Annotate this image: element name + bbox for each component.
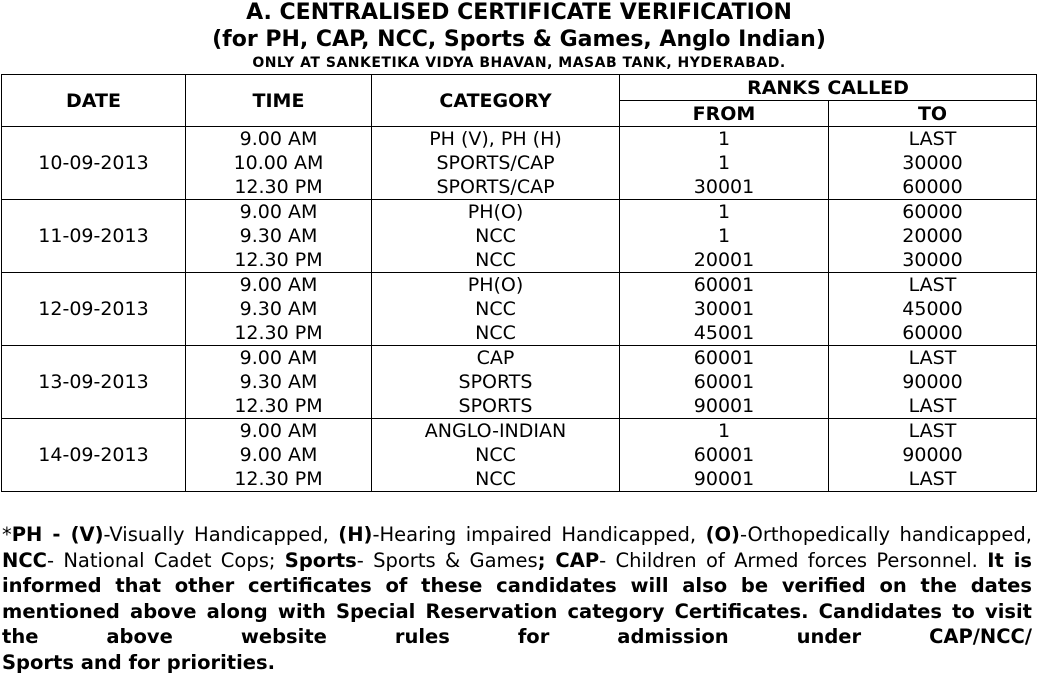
from-cell: 1 xyxy=(620,127,829,152)
footnote-last-line xyxy=(2,650,1032,676)
category-cell: SPORTS xyxy=(372,370,620,394)
category-cell: ANGLO-INDIAN xyxy=(372,419,620,444)
time-cell: 9.00 AM xyxy=(186,443,372,467)
table-row xyxy=(2,200,1037,225)
time-cell: 10.00 AM xyxy=(186,151,372,175)
time-cell: 9.00 AM xyxy=(186,127,372,152)
to-cell: 60000 xyxy=(829,200,1037,225)
table-row xyxy=(2,127,1037,152)
category-cell: NCC xyxy=(372,297,620,321)
page-title: A. CENTRALISED CERTIFICATE VERIFICATION xyxy=(246,0,792,25)
from-cell: 1 xyxy=(620,200,829,225)
page-subtitle: (for PH, CAP, NCC, Sports & Games, Anglo Indian) xyxy=(212,27,826,52)
time-cell: 12.30 PM xyxy=(186,175,372,200)
date-cell: 13-09-2013 xyxy=(2,346,186,419)
to-cell: 60000 xyxy=(829,175,1037,200)
footnote-sports-label: Sports xyxy=(284,548,357,572)
table-row xyxy=(2,346,1037,371)
from-cell: 60001 xyxy=(620,346,829,371)
to-cell: 90000 xyxy=(829,370,1037,394)
time-cell: 9.30 AM xyxy=(186,224,372,248)
from-cell: 30001 xyxy=(620,297,829,321)
time-cell: 12.30 PM xyxy=(186,321,372,346)
category-cell: SPORTS/CAP xyxy=(372,151,620,175)
time-cell: 12.30 PM xyxy=(186,248,372,273)
to-cell: 45000 xyxy=(829,297,1037,321)
footnote-o-text: -Orthopedically handicapped, xyxy=(739,523,1032,546)
date-cell: 11-09-2013 xyxy=(2,200,186,273)
category-cell: NCC xyxy=(372,248,620,273)
from-cell: 30001 xyxy=(620,175,829,200)
category-cell: PH(O) xyxy=(372,200,620,225)
header-ranks-called: RANKS CALLED xyxy=(620,75,1037,101)
to-cell: 60000 xyxy=(829,321,1037,346)
footnote-semicolon: ; xyxy=(537,548,556,572)
footnote-cap-label: CAP xyxy=(555,548,600,572)
footnote-cap-text: - Children of Armed forces Personnel. xyxy=(599,548,988,572)
from-cell: 45001 xyxy=(620,321,829,346)
time-cell: 9.00 AM xyxy=(186,200,372,225)
footnote-ncc-label: NCC xyxy=(2,548,47,572)
footnote-sports-text: - Sports & Games xyxy=(356,548,538,572)
time-cell: 12.30 PM xyxy=(186,467,372,492)
category-cell: PH (V), PH (H) xyxy=(372,127,620,152)
from-cell: 60001 xyxy=(620,370,829,394)
schedule-body xyxy=(2,127,1037,492)
footnote-h-text: -Hearing impaired Handicapped, xyxy=(372,523,706,546)
from-cell: 60001 xyxy=(620,273,829,298)
category-cell: NCC xyxy=(372,443,620,467)
category-cell: SPORTS/CAP xyxy=(372,175,620,200)
footnote-v-text: -Visually Handicapped, xyxy=(103,523,339,546)
from-cell: 60001 xyxy=(620,443,829,467)
venue-line: ONLY AT SANKETIKA VIDYA BHAVAN, MASAB TANK, HYDERABAD. xyxy=(252,55,786,71)
to-cell: 30000 xyxy=(829,151,1037,175)
to-cell: LAST xyxy=(829,273,1037,298)
footnote xyxy=(2,522,1032,676)
table-row xyxy=(2,419,1037,444)
to-cell: LAST xyxy=(829,127,1037,152)
category-cell: PH(O) xyxy=(372,273,620,298)
time-cell: 12.30 PM xyxy=(186,394,372,419)
header-category: CATEGORY xyxy=(372,75,620,127)
to-cell: 20000 xyxy=(829,224,1037,248)
category-cell: SPORTS xyxy=(372,394,620,419)
to-cell: LAST xyxy=(829,394,1037,419)
from-cell: 1 xyxy=(620,151,829,175)
category-cell: CAP xyxy=(372,346,620,371)
footnote-paragraph xyxy=(2,522,1032,650)
time-cell: 9.30 AM xyxy=(186,370,372,394)
footnote-v-label: (V) xyxy=(70,523,104,546)
header-date: DATE xyxy=(2,75,186,127)
to-cell: 30000 xyxy=(829,248,1037,273)
date-cell: 12-09-2013 xyxy=(2,273,186,346)
header-to: TO xyxy=(829,101,1037,127)
footnote-o-label: (O) xyxy=(705,523,740,546)
category-cell: NCC xyxy=(372,467,620,492)
header-from: FROM xyxy=(620,101,829,127)
time-cell: 9.00 AM xyxy=(186,346,372,371)
footnote-bold-notice: It is informed that other certificates of these candidates will also be verified on the dates mentioned above along with Special Reservation category Certificates. Candidates to visit the above website rules for admission under CAP/NCC/ xyxy=(2,548,1032,649)
to-cell: 90000 xyxy=(829,443,1037,467)
time-cell: 9.30 AM xyxy=(186,297,372,321)
from-cell: 1 xyxy=(620,224,829,248)
to-cell: LAST xyxy=(829,419,1037,444)
from-cell: 20001 xyxy=(620,248,829,273)
date-cell: 10-09-2013 xyxy=(2,127,186,200)
category-cell: NCC xyxy=(372,224,620,248)
time-cell: 9.00 AM xyxy=(186,419,372,444)
date-cell: 14-09-2013 xyxy=(2,419,186,492)
footnote-star: * xyxy=(2,523,12,546)
to-cell: LAST xyxy=(829,346,1037,371)
footnote-ncc-text: - National Cadet Cops; xyxy=(46,548,285,572)
schedule-table xyxy=(1,74,1037,492)
footnote-h-label: (H) xyxy=(338,523,373,546)
from-cell: 90001 xyxy=(620,394,829,419)
from-cell: 1 xyxy=(620,419,829,444)
table-row xyxy=(2,273,1037,298)
time-cell: 9.00 AM xyxy=(186,273,372,298)
to-cell: LAST xyxy=(829,467,1037,492)
from-cell: 90001 xyxy=(620,467,829,492)
header-time: TIME xyxy=(186,75,372,127)
footnote-ph-label: PH - xyxy=(11,523,71,546)
footnote-bold-last: Sports and for priorities. xyxy=(2,650,276,674)
category-cell: NCC xyxy=(372,321,620,346)
